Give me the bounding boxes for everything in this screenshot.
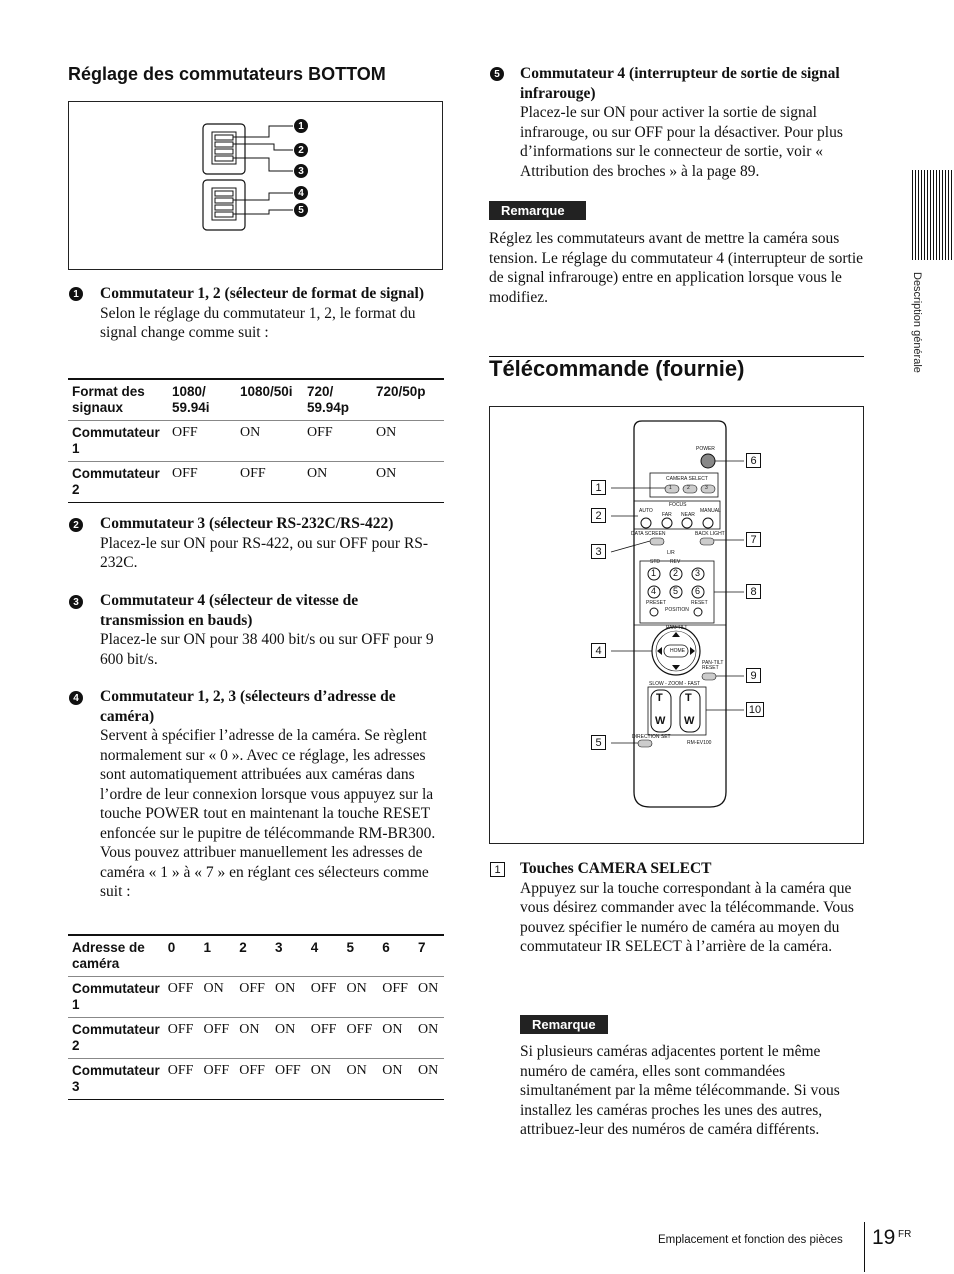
marker-4: 4 bbox=[294, 186, 308, 200]
table-row bbox=[68, 421, 444, 462]
table-cell: ON bbox=[203, 981, 224, 996]
item-5-text: Placez-le sur ON pour activer la sortie de signal infrarouge, ou sur OFF pour la désactiver. Pour plus d’informations sur le connecteur de sortie, voir « Attribution des broches » à la page 89. bbox=[520, 104, 843, 180]
remote-label-camera-select: CAMERA SELECT bbox=[666, 476, 708, 482]
remarque-label-2: Remarque bbox=[520, 1015, 608, 1034]
item-5-marker: 5 bbox=[490, 67, 504, 81]
header-cell: 5 bbox=[346, 940, 355, 955]
footer-divider bbox=[864, 1222, 865, 1272]
table-cell: OFF bbox=[382, 981, 408, 996]
callout-8: 8 bbox=[746, 584, 761, 599]
table-cell: ON bbox=[346, 1063, 367, 1078]
marker-5: 5 bbox=[294, 203, 308, 217]
section-title-bottom: Réglage des commutateurs BOTTOM bbox=[68, 64, 386, 84]
header-cell: 3 bbox=[275, 940, 283, 955]
side-tab-bars bbox=[912, 170, 954, 260]
table-cell: ON bbox=[376, 425, 397, 440]
marker-1: 1 bbox=[294, 119, 308, 133]
touches-title: Touches CAMERA SELECT bbox=[520, 860, 712, 877]
remote-label-direction-set: DIRECTION SET bbox=[632, 734, 671, 740]
item-3-title: Commutateur 4 (sélecteur de vitesse de transmission en bauds) bbox=[100, 592, 359, 629]
table-cell: ON bbox=[418, 981, 439, 996]
marker-2: 2 bbox=[294, 143, 308, 157]
item-4-title: Commutateur 1, 2, 3 (sélecteurs d’adresse de caméra) bbox=[100, 688, 396, 725]
zoom-t-fast: T bbox=[685, 692, 692, 704]
remarque-text-2: Si plusieurs caméras adjacentes portent le même numéro de caméra, elles sont commandées simultanément par la même télécommande. Si vous installez les caméras proches les unes des autres, attribuez-leur des numéros de caméra différents. bbox=[520, 1043, 840, 1138]
remote-label-manual: MANUAL bbox=[700, 508, 721, 514]
header-cell: 7 bbox=[418, 940, 426, 955]
remote-label-position: POSITION bbox=[665, 607, 689, 613]
header-cell: 1080/50i bbox=[240, 384, 293, 399]
item-touches-marker: 1 bbox=[490, 862, 505, 877]
section-title-remote: Télécommande (fournie) bbox=[489, 356, 745, 381]
row-head: Commutateur 1 bbox=[72, 425, 160, 456]
marker-3: 3 bbox=[294, 164, 308, 178]
remote-label-auto: AUTO bbox=[639, 508, 653, 514]
table-cell: ON bbox=[310, 1063, 331, 1078]
header-cell: 720/50p bbox=[376, 384, 426, 399]
footer-section: Emplacement et fonction des pièces bbox=[658, 1234, 843, 1246]
camera-button-3: 3 bbox=[705, 485, 708, 491]
item-5-title: Commutateur 4 (interrupteur de sortie de signal infrarouge) bbox=[520, 65, 840, 102]
remarque-text-1: Réglez les commutateurs avant de mettre la caméra sous tension. Le réglage du commutateur 4 (interrupteur de sortie de signal infrarouge) entre en application lorsque vous le modifiez. bbox=[489, 230, 864, 306]
header-cell: 4 bbox=[310, 940, 319, 955]
address-table-header bbox=[68, 935, 444, 977]
callout-3: 3 bbox=[591, 544, 606, 559]
table-cell: ON bbox=[275, 1022, 296, 1037]
table-row bbox=[68, 1018, 444, 1059]
table-cell: OFF bbox=[239, 981, 265, 996]
table-row bbox=[68, 1059, 444, 1100]
remarque-label-1: Remarque bbox=[489, 201, 586, 220]
page-number: 19 bbox=[872, 1226, 896, 1249]
table-cell: OFF bbox=[203, 1022, 230, 1037]
remote-label-rev: REV bbox=[670, 559, 681, 565]
remote-label-lr: L/R bbox=[667, 550, 675, 556]
item-2-text: Placez-le sur ON pour RS-422, ou sur OFF pour RS-232C. bbox=[100, 534, 429, 571]
table-cell: ON bbox=[382, 1022, 403, 1037]
callout-7: 7 bbox=[746, 532, 761, 547]
table-cell: OFF bbox=[172, 425, 198, 440]
table-cell: OFF bbox=[307, 425, 333, 440]
remote-label-pan-tilt-reset: PAN-TILT RESET bbox=[702, 660, 724, 671]
camera-button-2: 2 bbox=[687, 485, 690, 491]
row-head: Commutateur 3 bbox=[72, 1063, 160, 1094]
table-cell: OFF bbox=[167, 1063, 194, 1078]
remote-label-zoom: SLOW - ZOOM - FAST bbox=[649, 681, 701, 687]
zoom-w-fast: W bbox=[684, 715, 695, 727]
remote-label-power: POWER bbox=[696, 446, 715, 452]
section-rule bbox=[489, 356, 864, 357]
remote-label-pan-tilt: PAN-TILT bbox=[666, 625, 688, 631]
item-3 bbox=[100, 591, 445, 669]
table-cell: OFF bbox=[203, 1063, 230, 1078]
header-cell: 1 bbox=[203, 940, 212, 955]
callout-2: 2 bbox=[591, 508, 606, 523]
remote-label-focus: FOCUS bbox=[669, 502, 687, 508]
table-cell: ON bbox=[240, 425, 261, 440]
table-cell: ON bbox=[307, 466, 328, 481]
header-cell: 2 bbox=[239, 940, 247, 955]
item-1 bbox=[100, 284, 445, 343]
remote-label-preset: PRESET bbox=[646, 600, 667, 606]
item-touches bbox=[520, 859, 865, 957]
item-5 bbox=[520, 64, 865, 181]
table-cell: ON bbox=[346, 981, 367, 996]
position-button-3: 3 bbox=[695, 568, 701, 578]
table-cell: OFF bbox=[239, 1063, 265, 1078]
remote-label-std: STD bbox=[650, 559, 660, 565]
item-2 bbox=[100, 514, 445, 573]
callout-10: 10 bbox=[746, 702, 764, 717]
item-1-text: Selon le réglage du commutateur 1, 2, le format du signal change comme suit : bbox=[100, 304, 416, 341]
item-3-marker: 3 bbox=[69, 595, 83, 609]
table-cell: ON bbox=[275, 981, 296, 996]
header-cell: 720/ 59.94p bbox=[307, 384, 350, 415]
header-cell: Adresse de caméra bbox=[72, 940, 145, 971]
table-cell: OFF bbox=[310, 981, 337, 996]
item-1-title: Commutateur 1, 2 (sélecteur de format de signal) bbox=[100, 285, 425, 302]
table-cell: ON bbox=[376, 466, 397, 481]
callout-5: 5 bbox=[591, 735, 606, 750]
table-cell: ON bbox=[418, 1022, 439, 1037]
page-lang: FR bbox=[898, 1229, 912, 1240]
item-4 bbox=[100, 687, 445, 902]
table-cell: OFF bbox=[275, 1063, 301, 1078]
table-row bbox=[68, 977, 444, 1018]
remote-diagram bbox=[489, 406, 864, 844]
table-cell: ON bbox=[382, 1063, 403, 1078]
callout-4: 4 bbox=[591, 643, 606, 658]
row-head: Commutateur 1 bbox=[72, 981, 160, 1012]
table-cell: OFF bbox=[310, 1022, 337, 1037]
format-table-header bbox=[68, 379, 444, 421]
table-cell: OFF bbox=[167, 1022, 194, 1037]
item-3-text: Placez-le sur ON pour 38 400 bit/s ou sur OFF pour 9 600 bit/s. bbox=[100, 631, 434, 668]
table-cell: OFF bbox=[240, 466, 266, 481]
remote-model-label: RM-EV100 bbox=[687, 740, 712, 746]
position-button-4: 4 bbox=[651, 586, 657, 596]
remote-label-near: NEAR bbox=[681, 512, 695, 518]
camera-button-1: 1 bbox=[669, 485, 672, 491]
touches-text: Appuyez sur la touche correspondant à la caméra que vous désirez commander avec la télécommande. Vous pouvez spécifier le numéro de caméra au moyen du commutateur IR SELECT à l’arrière de la caméra. bbox=[520, 879, 854, 955]
position-button-1: 1 bbox=[651, 568, 657, 578]
remote-label-reset: RESET bbox=[691, 600, 708, 606]
address-table bbox=[68, 934, 444, 1100]
header-cell: Format des signaux bbox=[72, 384, 145, 415]
item-4-text: Servent à spécifier l’adresse de la caméra. Se règlent normalement sur « 0 ». Avec ce réglage, les adresses sont automatiquement attribuées aux caméras dans l’ordre de leur connexion lorsque vous appuyez sur la touche POWER tout en maintenant la touche RESET enfoncée sur le pupitre de télécommande RM-BR300. Vous pouvez attribuer manuellement les adresses de caméra « 1 » à « 7 » en réglant ces sélecteurs comme suit : bbox=[100, 727, 436, 900]
table-cell: OFF bbox=[167, 981, 194, 996]
zoom-t-slow: T bbox=[656, 692, 663, 704]
item-1-marker: 1 bbox=[69, 287, 83, 301]
header-cell: 1080/ 59.94i bbox=[172, 384, 210, 415]
table-cell: OFF bbox=[346, 1022, 373, 1037]
remote-label-data-screen: DATA SCREEN bbox=[631, 531, 666, 537]
item-2-marker: 2 bbox=[69, 518, 83, 532]
header-cell: 6 bbox=[382, 940, 390, 955]
item-2-title: Commutateur 3 (sélecteur RS-232C/RS-422) bbox=[100, 515, 394, 532]
position-button-6: 6 bbox=[695, 586, 701, 596]
row-head: Commutateur 2 bbox=[72, 1022, 160, 1053]
table-cell: ON bbox=[239, 1022, 260, 1037]
table-row bbox=[68, 462, 444, 503]
header-cell: 0 bbox=[167, 940, 176, 955]
position-button-5: 5 bbox=[673, 586, 679, 596]
home-button-label: HOME bbox=[670, 648, 685, 654]
switch-diagram bbox=[68, 101, 443, 270]
zoom-w-slow: W bbox=[655, 715, 666, 727]
table-cell: OFF bbox=[172, 466, 198, 481]
remote-label-far: FAR bbox=[662, 512, 672, 518]
row-head: Commutateur 2 bbox=[72, 466, 160, 497]
format-table bbox=[68, 378, 444, 503]
callout-6: 6 bbox=[746, 453, 761, 468]
side-tab-label: Description générale bbox=[911, 272, 923, 373]
position-button-2: 2 bbox=[673, 568, 679, 578]
table-cell: ON bbox=[418, 1063, 439, 1078]
remote-label-back-light: BACK LIGHT bbox=[695, 531, 725, 537]
item-4-marker: 4 bbox=[69, 691, 83, 705]
callout-9: 9 bbox=[746, 668, 761, 683]
dip-switch-figure bbox=[69, 102, 442, 269]
callout-1: 1 bbox=[591, 480, 606, 495]
